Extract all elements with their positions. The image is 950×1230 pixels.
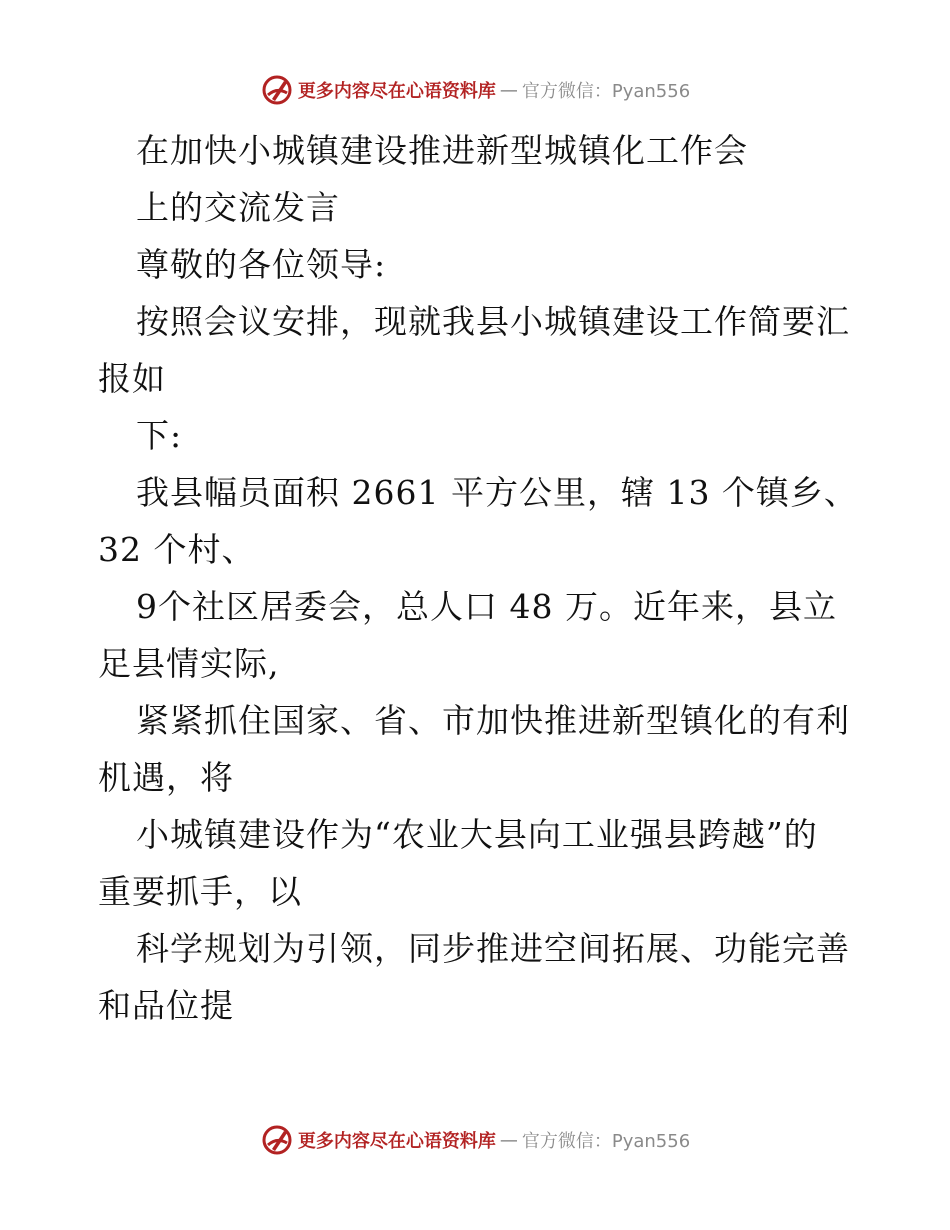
document-line: 小城镇建设作为“农业大县向工业强县跨越”的	[136, 815, 818, 854]
document-line: 尊敬的各位领导:	[136, 245, 387, 284]
document-line: 按照会议安排，现就我县小城镇建设工作简要汇	[136, 302, 850, 341]
document-line: 上的交流发言	[136, 188, 340, 227]
document-line: 科学规划为引领，同步推进空间拓展、功能完善	[136, 929, 850, 968]
document-line: 9个社区居委会，总人口 48 万。近年来，县立	[136, 587, 837, 626]
footer-banner-text: 更多内容尽在心语资料库	[297, 1131, 496, 1152]
document-line: 我县幅员面积 2661 平方公里，辖 13 个镇乡、	[136, 473, 858, 512]
document-line: 报如	[98, 359, 166, 398]
footer-banner-separator: —	[499, 1129, 518, 1151]
document-body	[98, 122, 858, 1034]
document-line: 32 个村、	[98, 530, 256, 569]
header-wechat-text: 官方微信：Pyan556	[521, 81, 691, 102]
header-banner	[0, 70, 950, 110]
document-line: 足县情实际,	[98, 644, 280, 683]
footer-wechat-text: 官方微信：Pyan556	[521, 1131, 691, 1152]
footer-banner	[0, 1120, 950, 1160]
book-pen-logo-icon	[260, 73, 294, 107]
document-line: 在加快小城镇建设推进新型城镇化工作会	[136, 131, 748, 170]
document-line: 和品位提	[98, 986, 234, 1025]
document-line: 下:	[136, 416, 183, 455]
document-line: 紧紧抓住国家、省、市加快推进新型镇化的有利	[136, 701, 850, 740]
document-line: 机遇，将	[98, 758, 234, 797]
header-banner-separator: —	[499, 79, 518, 101]
header-banner-text: 更多内容尽在心语资料库	[297, 81, 496, 102]
book-pen-logo-icon	[260, 1123, 294, 1157]
document-line: 重要抓手，以	[98, 872, 302, 911]
